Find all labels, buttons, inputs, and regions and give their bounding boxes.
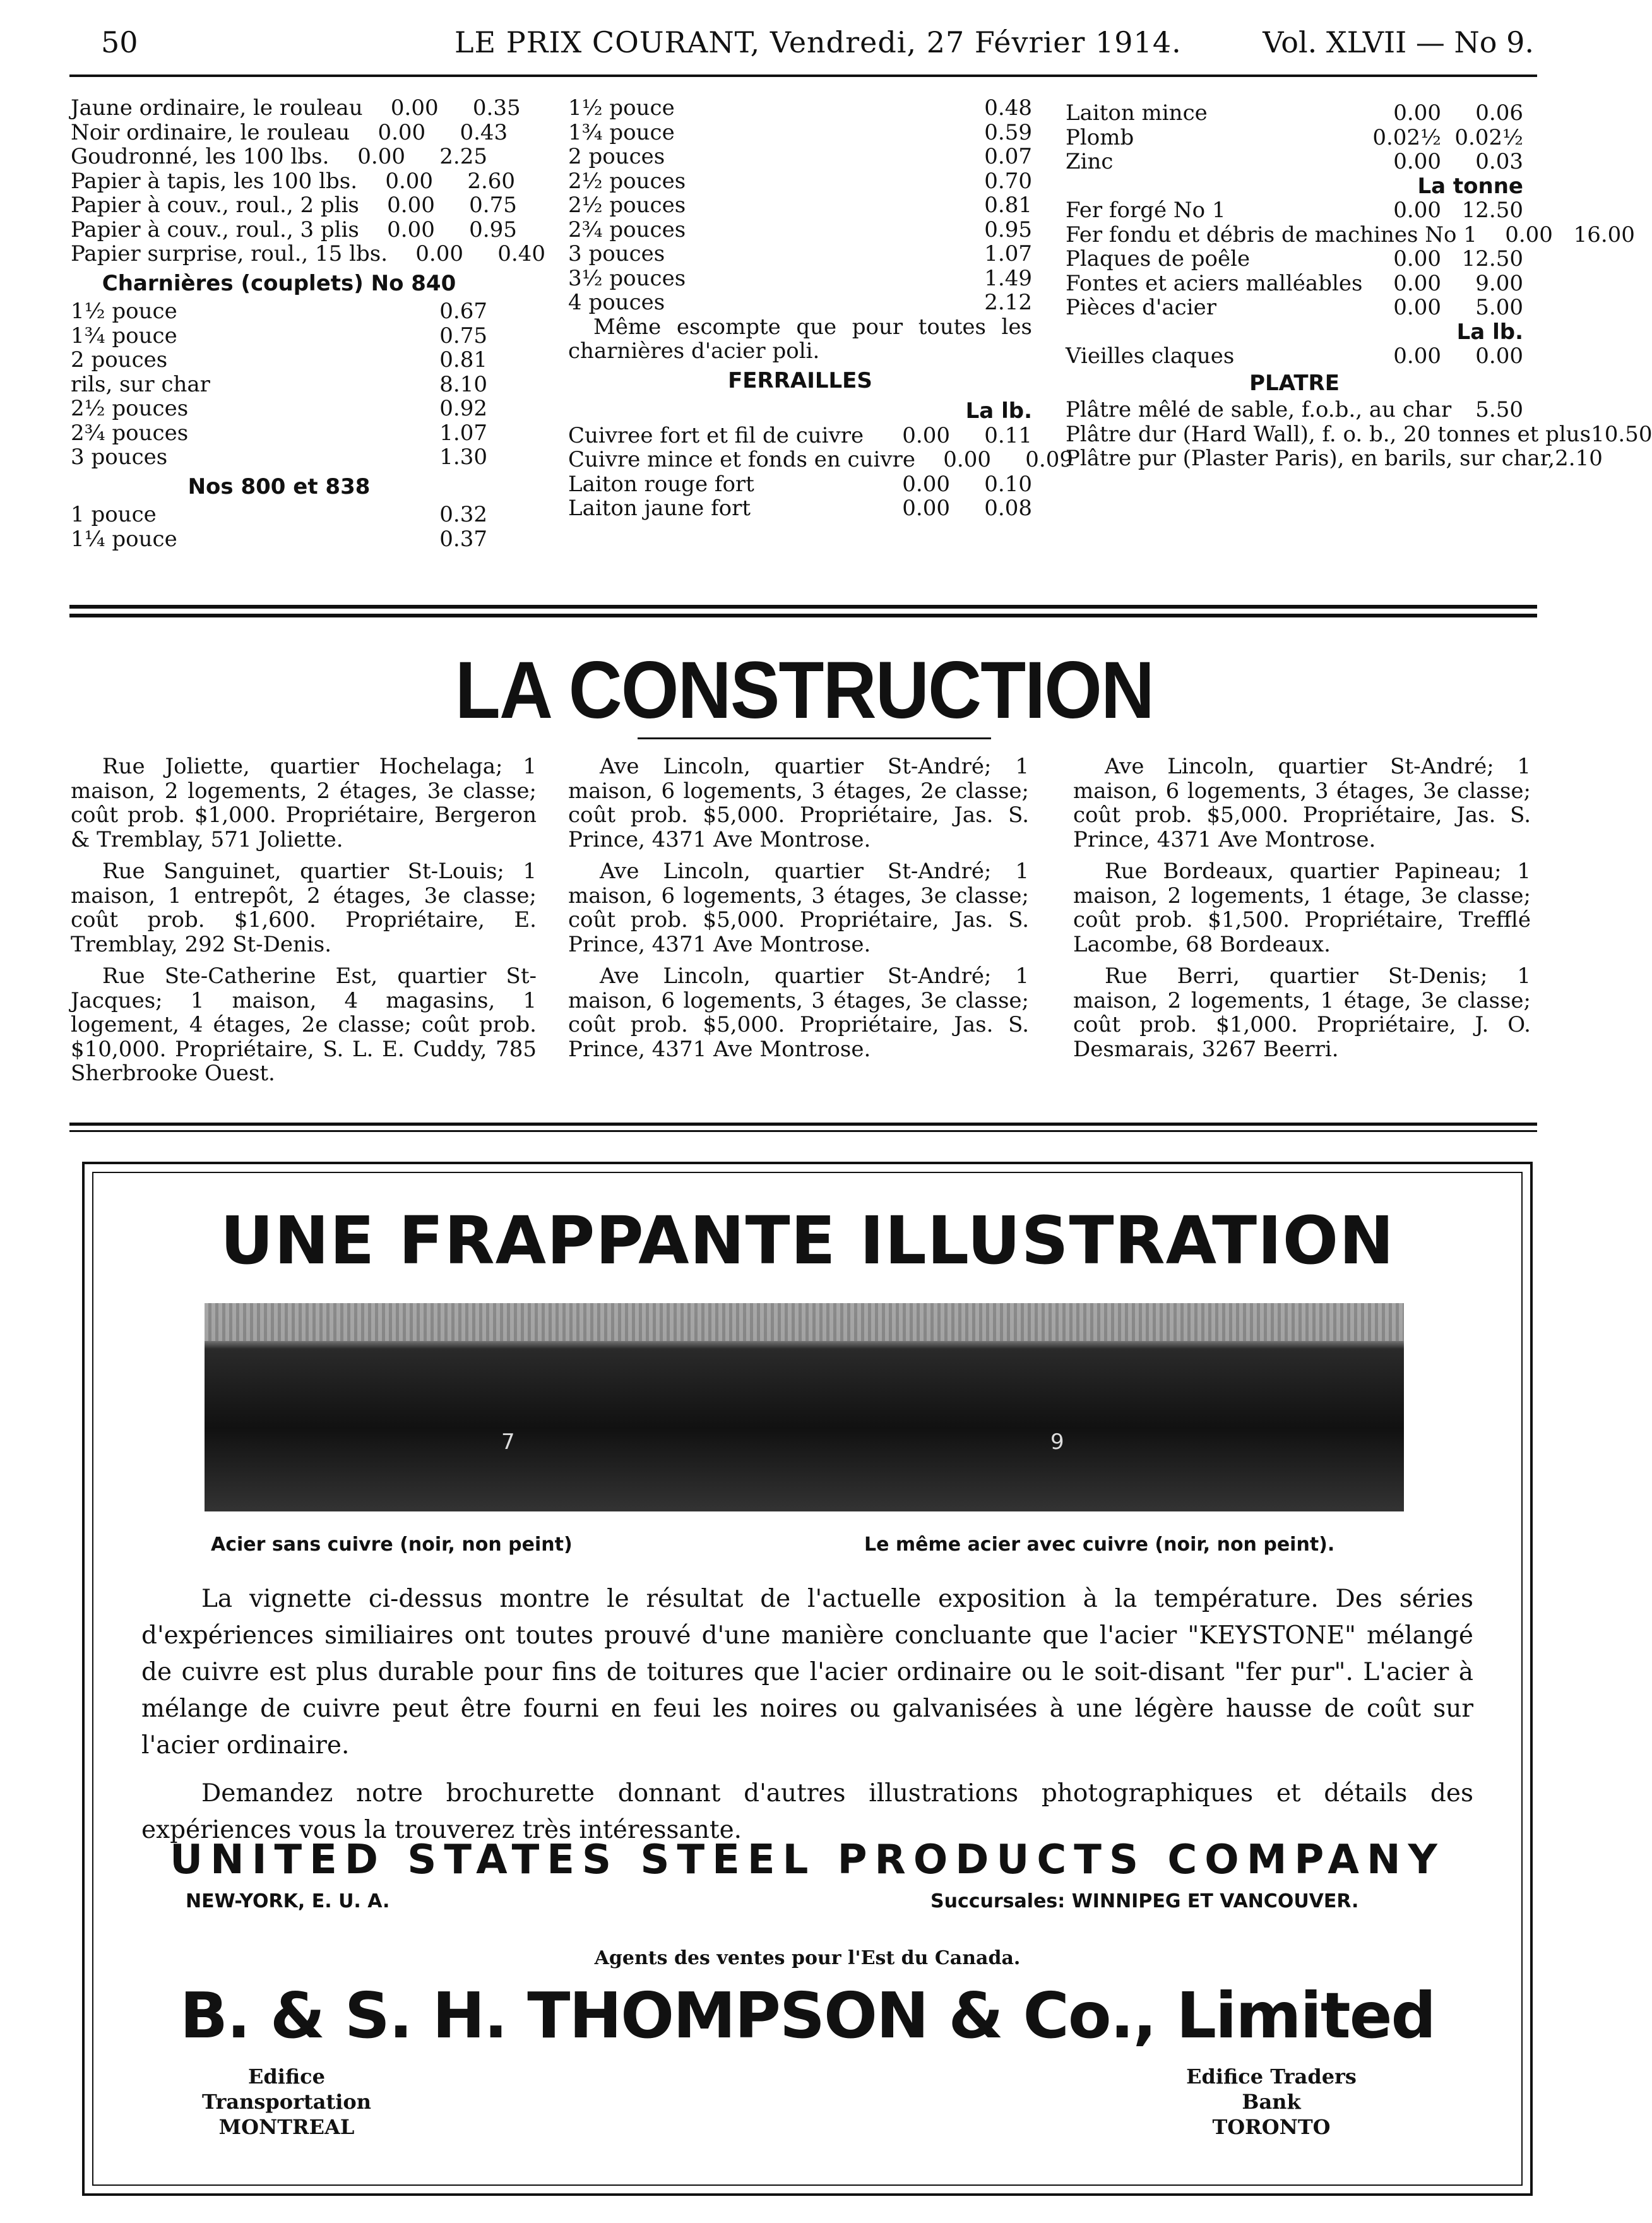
caption-left: Acier sans cuivre (noir, non peint) bbox=[211, 1534, 573, 1556]
company-name: UNITED STATES STEEL PRODUCTS COMPANY bbox=[170, 1837, 1445, 1883]
scrap-row-values bbox=[874, 424, 1032, 448]
hinge-row-values bbox=[984, 121, 1032, 145]
ad-headline: UNE FRAPPANTE ILLUSTRATION bbox=[220, 1202, 1395, 1279]
hinge-row-label: 3½ pouces bbox=[568, 265, 686, 291]
paper-price-row-max: 0.40 bbox=[497, 241, 545, 266]
hinge-row-values bbox=[984, 145, 1032, 169]
platre-row bbox=[1066, 421, 1652, 447]
paper-price-row-max: 0.95 bbox=[469, 217, 517, 242]
hinges-800-heading: Nos 800 et 838 bbox=[187, 474, 371, 499]
scrap-row-values bbox=[874, 472, 1032, 497]
tonne-row-max: 9.00 bbox=[1475, 270, 1523, 296]
metal-row-min: 0.00 bbox=[1393, 100, 1441, 126]
tonne-unit: La tonne bbox=[1417, 173, 1523, 199]
caption-right: Le même acier avec cuivre (noir, non peint). bbox=[864, 1534, 1335, 1556]
office-toronto bbox=[1170, 2064, 1372, 2140]
paper-price-row-label: Noir ordinaire, le rouleau bbox=[71, 119, 350, 145]
old-shoes-label: Vieilles claques bbox=[1066, 343, 1235, 369]
construction-entry: Rue Sanguinet, quartier St-Louis; 1 maison, 1 entrepôt, 2 étages, 3e classe; coût prob. $1,600. Propriétaire, E. Tremblay, 292 St-Denis. bbox=[71, 859, 537, 957]
construction-entry: Ave Lincoln, quartier St-André; 1 maison, 6 logements, 3 étages, 2e classe; coût prob. $5,000. Propriétaire, Jas. S. Prince, 4371 Ave Montrose. bbox=[568, 754, 1029, 852]
scrap-row-values bbox=[874, 496, 1032, 521]
hinge-row-label: 3 pouces bbox=[568, 241, 665, 266]
hinge-800-row-label: 1 pouce bbox=[71, 502, 157, 527]
paper-price-row-max: 0.43 bbox=[460, 119, 508, 145]
metal-row bbox=[1066, 101, 1523, 126]
tonne-row-max: 5.00 bbox=[1475, 295, 1523, 320]
metal-row-values bbox=[1365, 126, 1523, 150]
price-column-1 bbox=[71, 95, 545, 552]
hinge-840-row-label: 2 pouces bbox=[71, 347, 168, 372]
discount-note: Même escompte que pour toutes les charnières d'acier poli. bbox=[568, 314, 1032, 364]
hinge-row-label: 2¾ pouces bbox=[568, 217, 686, 242]
paper-price-row-label: Papier à couv., roul., 3 plis bbox=[71, 217, 359, 242]
newspaper-title: LE PRIX COURANT, Vendredi, 27 Février 1914. bbox=[455, 25, 1182, 59]
paper-price-row-values bbox=[388, 242, 545, 266]
paper-price-row-label: Jaune ordinaire, le rouleau bbox=[71, 95, 363, 121]
tonne-row-values bbox=[1365, 247, 1523, 271]
hinge-row-price: 1.49 bbox=[984, 265, 1032, 291]
old-shoes-row bbox=[1066, 344, 1523, 369]
scrap-row bbox=[568, 447, 1073, 472]
scrap-row-max: 0.08 bbox=[984, 496, 1032, 521]
hinge-840-row-price: 0.75 bbox=[439, 323, 487, 349]
hinge-840-row-price: 0.81 bbox=[439, 347, 487, 372]
tonne-row bbox=[1066, 247, 1523, 271]
platre-row bbox=[1066, 398, 1523, 422]
hinge-840-row-values bbox=[439, 299, 487, 324]
paper-price-row-max: 2.25 bbox=[439, 144, 487, 169]
steel-comparison-photo bbox=[205, 1303, 1404, 1511]
paper-price-row-values bbox=[363, 96, 521, 121]
platre-heading: PLATRE bbox=[1249, 370, 1340, 396]
hinge-840-row-price: 1.07 bbox=[439, 420, 487, 446]
hinge-840-row-label: 1½ pouce bbox=[71, 299, 177, 324]
hinge-800-row-values bbox=[439, 527, 487, 552]
scrap-row-max: 0.09 bbox=[1025, 447, 1073, 472]
hinge-row bbox=[568, 193, 1032, 218]
hinge-row-values bbox=[984, 169, 1032, 194]
double-rule-mid-b bbox=[69, 1130, 1537, 1132]
paper-price-row-min: 0.00 bbox=[390, 95, 439, 121]
hinge-row-label: 4 pouces bbox=[568, 290, 665, 315]
paper-price-row-min: 0.00 bbox=[415, 241, 463, 266]
hinge-800-row bbox=[71, 527, 487, 552]
construction-entry: Ave Lincoln, quartier St-André; 1 maison, 6 logements, 3 étages, 3e classe; coût prob. $5,000. Propriétaire, Jas. S. Prince, 4371 Ave Montrose. bbox=[1073, 754, 1531, 852]
platre-row-label: Plâtre pur (Plaster Paris), en barils, sur char, bbox=[1066, 446, 1555, 471]
hinge-840-row-values bbox=[439, 372, 487, 397]
tonne-row-label: Fer forgé No 1 bbox=[1066, 198, 1226, 223]
construction-column-2 bbox=[568, 754, 1029, 1069]
tonne-row-values bbox=[1365, 198, 1523, 223]
hinge-row-label: 2 pouces bbox=[568, 144, 665, 169]
hinge-800-row-price: 0.32 bbox=[439, 502, 487, 527]
metal-row-values bbox=[1365, 150, 1523, 174]
scrap-row-min: 0.00 bbox=[943, 447, 991, 472]
tonne-row-min: 0.00 bbox=[1393, 270, 1441, 296]
hinges-840-heading: Charnières (couplets) No 840 bbox=[102, 270, 456, 296]
agents-line: Agents des ventes pour l'Est du Canada. bbox=[594, 1947, 1021, 1969]
scrap-row-min: 0.00 bbox=[902, 422, 950, 448]
hinge-row-values bbox=[984, 242, 1032, 266]
paper-price-row-values bbox=[330, 145, 487, 169]
hinge-840-row-values bbox=[439, 324, 487, 349]
paper-price-row bbox=[71, 145, 487, 169]
platre-row-price: 10.50 bbox=[1591, 421, 1652, 447]
paper-price-row bbox=[71, 119, 508, 145]
hinge-row-price: 0.59 bbox=[984, 119, 1032, 145]
platre-row-values bbox=[1555, 446, 1603, 471]
hinge-840-row-values bbox=[439, 421, 487, 446]
hinge-row bbox=[568, 218, 1032, 242]
hinge-800-row bbox=[71, 503, 487, 527]
tonne-row-max: 16.00 bbox=[1573, 222, 1635, 247]
photo-label-9: 9 bbox=[1050, 1429, 1064, 1455]
hinge-row-price: 0.70 bbox=[984, 168, 1032, 194]
double-rule-mid-a bbox=[69, 1123, 1537, 1126]
paper-price-row-label: Papier à couv., roul., 2 plis bbox=[71, 193, 359, 218]
hinge-840-row bbox=[71, 372, 487, 397]
hinge-840-row-price: 0.67 bbox=[439, 299, 487, 324]
platre-row-price: 2.10 bbox=[1555, 446, 1603, 471]
lb-unit: La lb. bbox=[1456, 319, 1523, 345]
tonne-row-label: Plaques de poêle bbox=[1066, 246, 1251, 271]
hinge-row bbox=[568, 266, 1032, 291]
hinge-row-price: 0.95 bbox=[984, 217, 1032, 242]
hinge-row-price: 0.81 bbox=[984, 193, 1032, 218]
hinge-row-price: 2.12 bbox=[984, 290, 1032, 315]
tonne-row-label: Pièces d'acier bbox=[1066, 295, 1216, 320]
construction-entry: Rue Ste-Catherine Est, quartier St-Jacques; 1 maison, 4 magasins, 1 logement, 4 étages, 2e classe; coût prob. $10,000. Propriétaire, S. L. E. Cuddy, 785 Sherbrooke Ouest. bbox=[71, 963, 537, 1086]
paper-price-row-values bbox=[359, 193, 517, 218]
company-branches: Succursales: WINNIPEG ET VANCOUVER. bbox=[930, 1890, 1359, 1912]
platre-row-values bbox=[1591, 422, 1652, 447]
metal-row-max: 0.06 bbox=[1475, 100, 1523, 126]
hinge-840-row-label: 3 pouces bbox=[71, 444, 168, 470]
double-rule-top-a bbox=[69, 605, 1537, 609]
tonne-row-values bbox=[1477, 223, 1635, 247]
volume-number: Vol. XLVII — No 9. bbox=[1263, 25, 1534, 59]
hinge-840-row bbox=[71, 348, 487, 372]
hinge-840-row bbox=[71, 445, 487, 470]
scrap-row-min: 0.00 bbox=[902, 496, 950, 521]
tonne-row bbox=[1066, 295, 1523, 320]
platre-row bbox=[1066, 446, 1603, 471]
ad-body-text bbox=[141, 1581, 1473, 1860]
paper-price-row-max: 0.75 bbox=[469, 193, 517, 218]
steel-advertisement bbox=[82, 1162, 1533, 2196]
hinge-row-label: 2½ pouces bbox=[568, 193, 686, 218]
hinge-row bbox=[568, 242, 1032, 266]
paper-price-row-max: 0.35 bbox=[472, 95, 521, 121]
hinge-840-row-values bbox=[439, 348, 487, 372]
paper-price-row-max: 2.60 bbox=[467, 168, 516, 194]
photo-top-band bbox=[205, 1303, 1404, 1341]
office-montreal bbox=[186, 2064, 388, 2140]
scrap-row-label: Cuivree fort et fil de cuivre bbox=[568, 422, 864, 448]
hinge-840-row-price: 8.10 bbox=[439, 371, 487, 397]
header-rule bbox=[69, 74, 1537, 77]
photo-label-7: 7 bbox=[501, 1429, 515, 1455]
tonne-row-max: 12.50 bbox=[1461, 198, 1523, 223]
construction-title-underline bbox=[638, 737, 991, 739]
construction-entry: Rue Joliette, quartier Hochelaga; 1 maison, 2 logements, 2 étages, 3e classe; coût prob. $1,000. Propriétaire, Bergeron & Tremblay, 571 Joliette. bbox=[71, 754, 537, 852]
paper-price-row bbox=[71, 241, 545, 266]
metal-row-values bbox=[1365, 101, 1523, 126]
construction-entry: Ave Lincoln, quartier St-André; 1 maison, 6 logements, 3 étages, 3e classe; coût prob. $5,000. Propriétaire, Jas. S. Prince, 4371 Ave Montrose. bbox=[568, 859, 1029, 957]
tonne-row bbox=[1066, 222, 1635, 247]
scrap-row-label: Laiton rouge fort bbox=[568, 471, 754, 497]
hinge-row bbox=[568, 145, 1032, 169]
hinge-row-price: 0.48 bbox=[984, 95, 1032, 121]
construction-entry: Rue Berri, quartier St-Denis; 1 maison, 2 logements, 1 étage, 3e classe; coût prob. $1,000. Propriétaire, J. O. Desmarais, 3267 Beerri. bbox=[1073, 963, 1531, 1062]
old-shoes-max: 0.00 bbox=[1475, 343, 1523, 369]
hinge-row-values bbox=[984, 290, 1032, 315]
tonne-row-values bbox=[1365, 295, 1523, 320]
old-shoes-min: 0.00 bbox=[1393, 343, 1441, 369]
hinge-row bbox=[568, 121, 1032, 145]
metal-row-label: Plomb bbox=[1066, 124, 1134, 150]
tonne-row-label: Fer fondu et débris de machines No 1 bbox=[1066, 222, 1477, 247]
scrap-row-max: 0.11 bbox=[984, 422, 1032, 448]
hinge-840-row-label: 2¾ pouces bbox=[71, 420, 189, 446]
construction-column-3 bbox=[1073, 754, 1531, 1069]
page-header bbox=[101, 25, 1534, 76]
hinge-row-values bbox=[984, 266, 1032, 291]
tonne-row-max: 12.50 bbox=[1461, 246, 1523, 271]
company-city: NEW-YORK, E. U. A. bbox=[186, 1890, 390, 1912]
hinge-row bbox=[568, 290, 1032, 315]
paper-price-row-values bbox=[359, 218, 517, 242]
price-column-2 bbox=[568, 95, 1073, 521]
hinge-840-row-price: 0.92 bbox=[439, 396, 487, 421]
platre-row-label: Plâtre mêlé de sable, f.o.b., au char bbox=[1066, 397, 1452, 422]
hinge-840-row bbox=[71, 299, 487, 324]
tonne-row-label: Fontes et aciers malléables bbox=[1066, 270, 1363, 296]
scrap-row bbox=[568, 472, 1032, 497]
hinge-840-row-label: rils, sur char bbox=[71, 371, 210, 397]
paper-price-row bbox=[71, 168, 516, 194]
hinge-row bbox=[568, 169, 1032, 194]
scrap-row-min: 0.00 bbox=[902, 471, 950, 497]
tonne-row-min: 0.00 bbox=[1505, 222, 1553, 247]
page-number: 50 bbox=[101, 25, 138, 59]
scrap-row-label: Laiton jaune fort bbox=[568, 496, 751, 521]
scrap-row bbox=[568, 496, 1032, 521]
office-toronto-building: Edifice Traders Bank bbox=[1186, 2065, 1357, 2114]
construction-entry: Rue Bordeaux, quartier Papineau; 1 maison, 2 logements, 1 étage, 3e classe; coût prob. $1,500. Propriétaire, Trefflé Lacombe, 68 Bordeaux. bbox=[1073, 859, 1531, 957]
hinge-840-row-values bbox=[439, 396, 487, 421]
ferrailles-heading: FERRAILLES bbox=[728, 367, 872, 393]
metal-row-max: 0.03 bbox=[1475, 149, 1523, 174]
hinge-row-values bbox=[984, 96, 1032, 121]
metal-row-max: 0.02½ bbox=[1454, 124, 1523, 150]
metal-row-label: Zinc bbox=[1066, 149, 1114, 174]
platre-row-label: Plâtre dur (Hard Wall), f. o. b., 20 tonnes et plus bbox=[1066, 421, 1591, 447]
tonne-row-values bbox=[1365, 271, 1523, 296]
hinge-row-price: 1.07 bbox=[984, 241, 1032, 266]
hinge-800-row-price: 0.37 bbox=[439, 526, 487, 552]
paper-price-row bbox=[71, 217, 517, 242]
metal-row bbox=[1066, 150, 1523, 174]
metal-row bbox=[1066, 126, 1523, 150]
hinge-row-values bbox=[984, 193, 1032, 218]
paper-price-row-label: Goudronné, les 100 lbs. bbox=[71, 144, 330, 169]
agent-company-name: B. & S. H. THOMPSON & Co., Limited bbox=[179, 1979, 1435, 2053]
tonne-row-min: 0.00 bbox=[1393, 295, 1441, 320]
paper-price-row-min: 0.00 bbox=[387, 217, 435, 242]
hinge-row-values bbox=[984, 218, 1032, 242]
ferrailles-unit: La lb. bbox=[965, 398, 1032, 424]
tonne-row-min: 0.00 bbox=[1393, 198, 1441, 223]
scrap-row-label: Cuivre mince et fonds en cuivre bbox=[568, 447, 915, 472]
hinge-row-label: 1¾ pouce bbox=[568, 119, 675, 145]
hinge-840-row bbox=[71, 396, 487, 421]
hinge-840-row-label: 1¾ pouce bbox=[71, 323, 177, 349]
paper-price-row-min: 0.00 bbox=[385, 168, 434, 194]
paper-price-row-min: 0.00 bbox=[357, 144, 405, 169]
platre-row-values bbox=[1475, 398, 1523, 422]
tonne-row-min: 0.00 bbox=[1393, 246, 1441, 271]
hinge-840-row bbox=[71, 324, 487, 349]
hinge-800-row-values bbox=[439, 503, 487, 527]
paper-price-row-values bbox=[357, 169, 515, 194]
hinge-800-row-label: 1¼ pouce bbox=[71, 526, 177, 552]
hinge-row bbox=[568, 96, 1032, 121]
metal-row-min: 0.00 bbox=[1393, 149, 1441, 174]
old-shoes-values bbox=[1365, 344, 1523, 369]
tonne-row bbox=[1066, 198, 1523, 223]
ad-paragraph-1: La vignette ci-dessus montre le résultat de l'actuelle exposition à la température. Des séries d'expériences similiaires ont toutes prouvé d'une manière concluante que l'acier "KEYSTONE" mélangé de cuivre est plus durable pour fins de toitures que l'acier ordinaire ou le soit-disant "fer pur". L'acier à mélange de cuivre peut être fourni en feui les noires ou galvanisées à une légère hausse de coût sur l'acier ordinaire. bbox=[141, 1585, 1473, 1760]
paper-price-row bbox=[71, 193, 517, 218]
paper-price-row-label: Papier à tapis, les 100 lbs. bbox=[71, 168, 358, 194]
construction-column-1 bbox=[71, 754, 537, 1094]
office-montreal-building: Edifice Transportation bbox=[202, 2065, 371, 2114]
tonne-row bbox=[1066, 271, 1523, 296]
construction-entry: Ave Lincoln, quartier St-André; 1 maison, 6 logements, 3 étages, 3e classe; coût prob. $5,000. Propriétaire, Jas. S. Prince, 4371 Ave Montrose. bbox=[568, 963, 1029, 1062]
scrap-row bbox=[568, 424, 1032, 448]
metal-row-min: 0.02½ bbox=[1372, 124, 1441, 150]
ad-paragraph-2: Demandez notre brochurette donnant d'autres illustrations photographiques et détails des expériences vous la trouverez très intéressante. bbox=[141, 1779, 1473, 1844]
office-toronto-city: TORONTO bbox=[1212, 2115, 1331, 2139]
hinge-row-label: 1½ pouce bbox=[568, 95, 675, 121]
hinge-840-row-price: 1.30 bbox=[439, 444, 487, 470]
hinge-840-row bbox=[71, 421, 487, 446]
paper-price-row-min: 0.00 bbox=[377, 119, 426, 145]
hinge-row-price: 0.07 bbox=[984, 144, 1032, 169]
double-rule-top-b bbox=[69, 614, 1537, 617]
hinge-840-row-label: 2½ pouces bbox=[71, 396, 189, 421]
hinge-840-row-values bbox=[439, 445, 487, 470]
scrap-row-values bbox=[915, 448, 1073, 472]
paper-price-row bbox=[71, 95, 521, 121]
metal-row-label: Laiton mince bbox=[1066, 100, 1208, 126]
paper-price-row-values bbox=[350, 121, 508, 145]
paper-price-row-min: 0.00 bbox=[387, 193, 435, 218]
office-montreal-city: MONTREAL bbox=[218, 2115, 355, 2139]
hinge-row-label: 2½ pouces bbox=[568, 168, 686, 194]
platre-row-price: 5.50 bbox=[1475, 397, 1523, 422]
price-column-3 bbox=[1066, 100, 1652, 471]
construction-title: LA CONSTRUCTION bbox=[455, 645, 1154, 736]
scrap-row-max: 0.10 bbox=[984, 471, 1032, 497]
paper-price-row-label: Papier surprise, roul., 15 lbs. bbox=[71, 241, 388, 266]
